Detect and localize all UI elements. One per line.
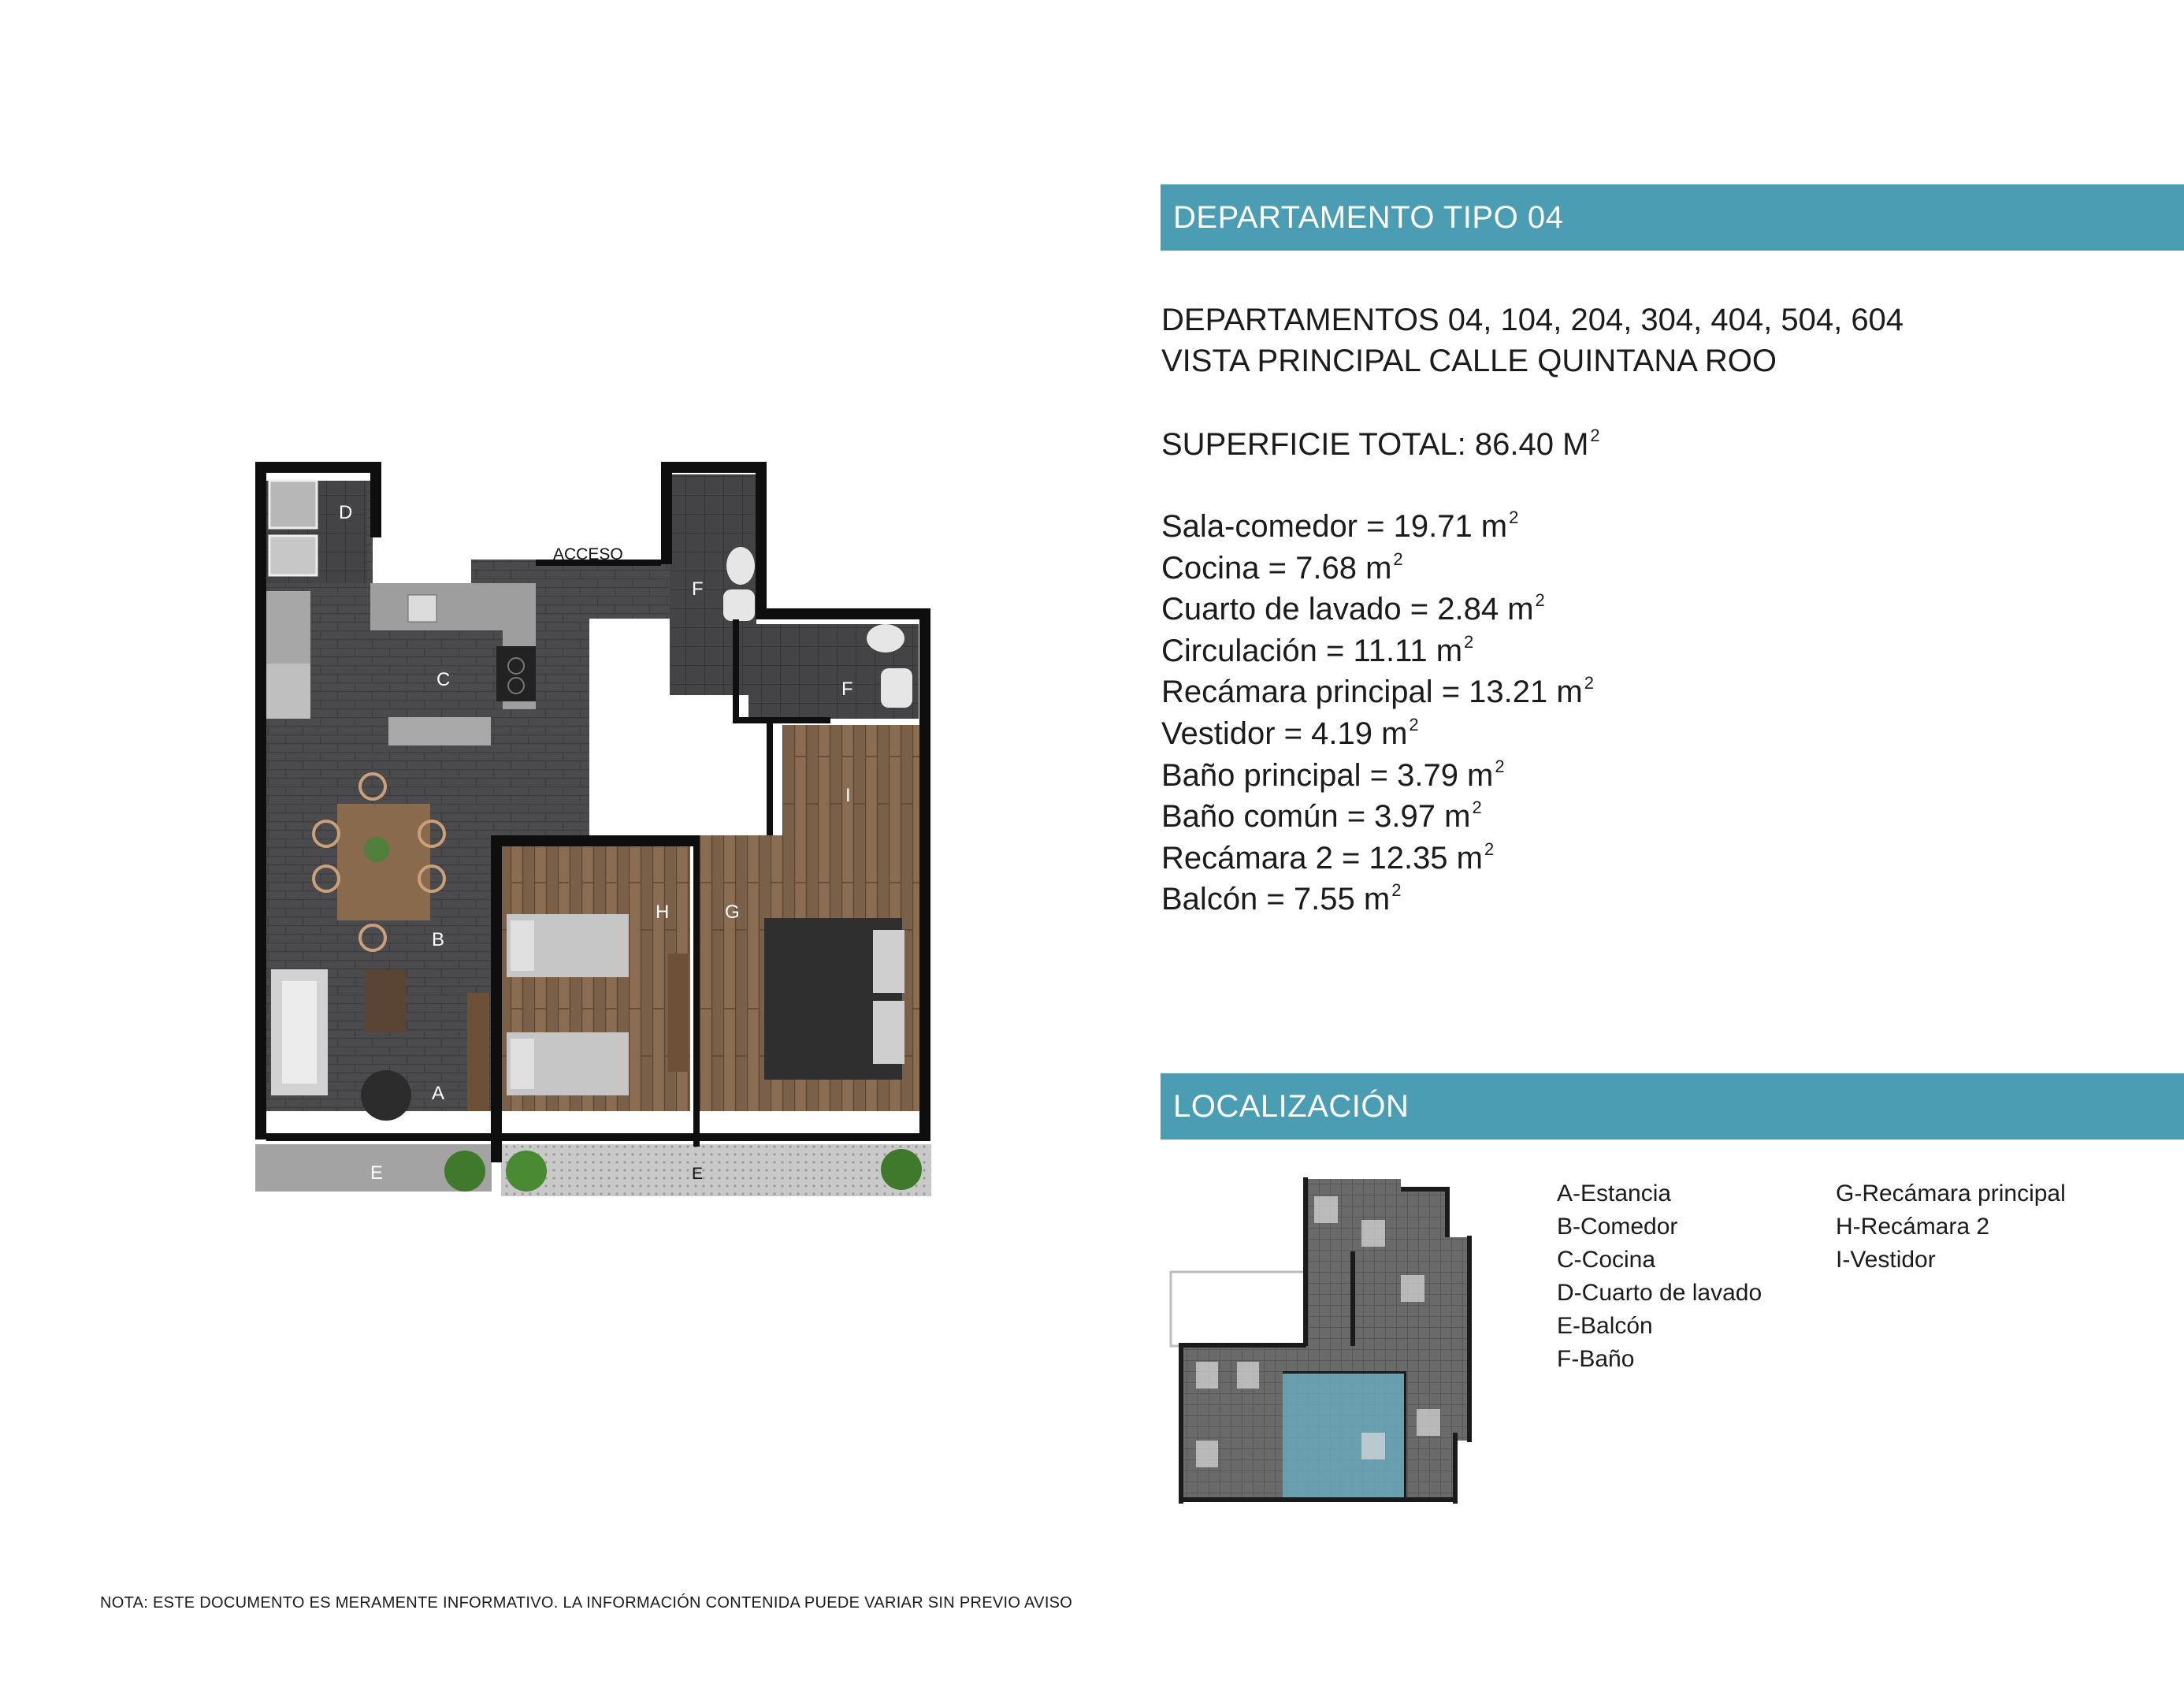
- area-item: Cocina = 7.68 $m^2$: [1161, 548, 1403, 586]
- legend-item: B-Comedor: [1557, 1214, 1678, 1240]
- room-label-d: D: [339, 502, 353, 523]
- legend-item: E-Balcón: [1557, 1313, 1653, 1339]
- room-label-e2: E: [692, 1165, 704, 1183]
- view-line: VISTA PRINCIPAL CALLE QUINTANA ROO: [1161, 344, 1777, 378]
- location-title: LOCALIZACIÓN: [1173, 1089, 1410, 1124]
- total-surface-sup: 2: [1590, 426, 1600, 445]
- area-item: Baño común = 3.97 $m^2$: [1161, 798, 1482, 835]
- area-item: Sala-comedor = 19.71 $m^2$: [1161, 508, 1519, 544]
- room-label-g: G: [725, 902, 740, 923]
- area-item: Recámara 2 = 12.35 $m^2$: [1161, 838, 1495, 876]
- room-label-c: C: [436, 669, 451, 690]
- location-bar: [1161, 1073, 2184, 1140]
- room-label-f1: F: [692, 578, 704, 600]
- units-line: DEPARTAMENTOS 04, 104, 204, 304, 404, 504, 604: [1161, 303, 1904, 337]
- area-item: Vestidor = 4.19 $m^2$: [1161, 714, 1419, 751]
- legend-item: A-Estancia: [1557, 1180, 1672, 1207]
- legend-item: G-Recámara principal: [1836, 1180, 2066, 1207]
- total-surface: [1161, 424, 1600, 465]
- legend-item: C-Cocina: [1557, 1247, 1656, 1273]
- page-title: DEPARTAMENTO TIPO 04: [1173, 200, 1564, 235]
- room-label-i: I: [845, 785, 851, 806]
- access-label: ACCESO: [553, 545, 623, 563]
- disclaimer-note: NOTA: ESTE DOCUMENTO ES MERAMENTE INFORMATIVO. LA INFORMACIÓN CONTENIDA PUEDE VARIAR SIN PREVIO AVISO: [100, 1594, 1073, 1612]
- room-label-b: B: [432, 929, 445, 950]
- master-bedroom-furniture: [764, 918, 904, 1080]
- legend-column-2: [1836, 1177, 2066, 1277]
- legend-column-1: [1557, 1177, 1762, 1376]
- legend-item: H-Recámara 2: [1836, 1214, 1990, 1240]
- legend-item: I-Vestidor: [1836, 1247, 1936, 1273]
- floor-plan: [251, 457, 938, 1210]
- room-label-f2: F: [841, 679, 853, 700]
- unit-highlight: [1283, 1371, 1404, 1502]
- laundry: [269, 481, 317, 575]
- total-surface-text: SUPERFICIE TOTAL: 86.40 M: [1161, 427, 1589, 462]
- balcony: [255, 1144, 931, 1196]
- area-item: Cuarto de lavado = 2.84 $m^2$: [1161, 590, 1545, 627]
- legend-item: D-Cuarto de lavado: [1557, 1280, 1762, 1306]
- area-list: [1161, 506, 1594, 920]
- area-item: Circulación = 11.11 $m^2$: [1161, 631, 1474, 668]
- location-site-plan: [1164, 1173, 1511, 1504]
- legend-item: F-Baño: [1557, 1346, 1635, 1372]
- room-label-e1: E: [370, 1162, 384, 1184]
- room-label-h: H: [656, 902, 670, 923]
- area-item: Baño principal = 3.79 $m^2$: [1161, 756, 1505, 793]
- room-label-a: A: [432, 1083, 445, 1104]
- area-item: Recámara principal = 13.21 $m^2$: [1161, 673, 1594, 710]
- title-bar: [1161, 184, 2184, 251]
- area-item: Balcón = 7.55 $m^2$: [1161, 880, 1402, 917]
